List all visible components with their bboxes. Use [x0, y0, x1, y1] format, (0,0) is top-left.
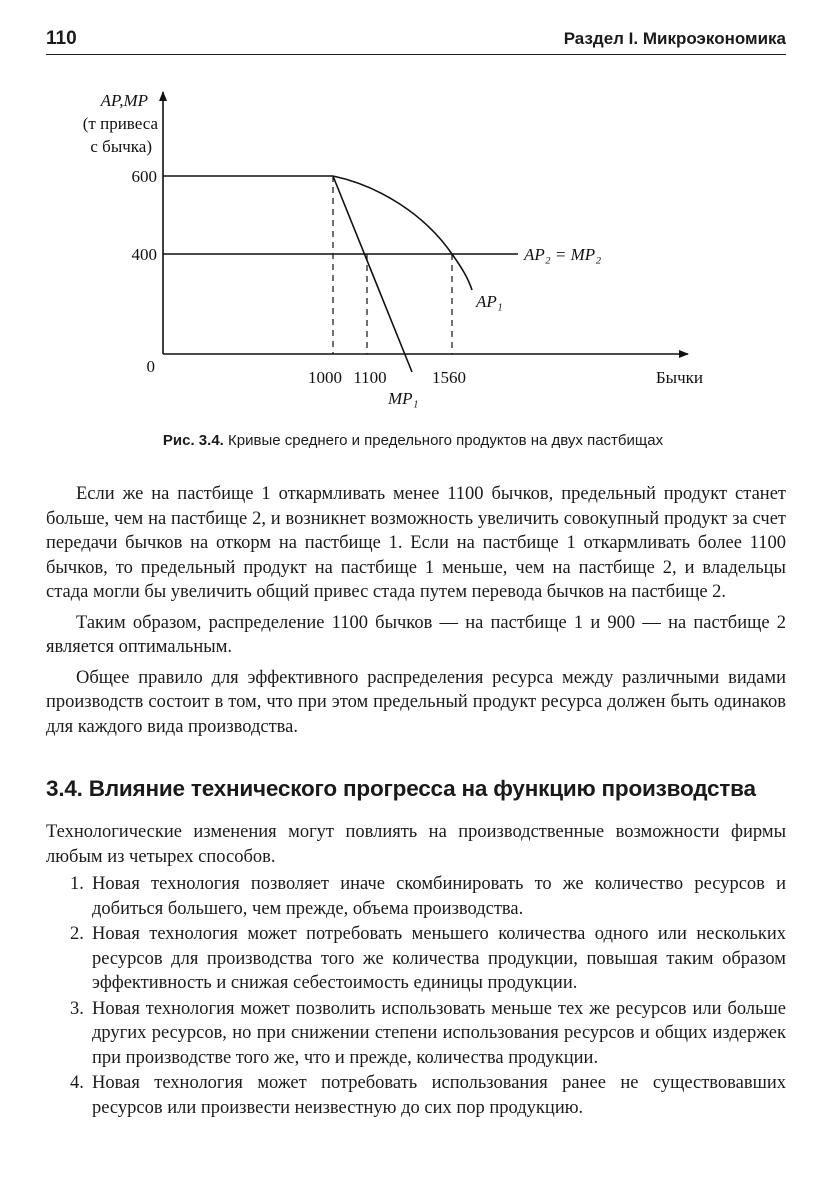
x-tick-1100: 1100 [353, 368, 387, 387]
numbered-list [46, 872, 786, 1121]
list-item-text: Новая технология позволяет иначе скомбинировать то же количество ресурсов и добиться большего, чем прежде, объема производства. [92, 874, 786, 919]
body-paragraphs [46, 482, 786, 745]
chart [0, 0, 826, 430]
label-ap1: AP₁ [476, 292, 503, 311]
section-title: Раздел I. Микроэкономика [563, 29, 786, 48]
y-axis-title-line1: AP,MP [100, 91, 148, 110]
paragraph: Таким образом, распределение 1100 бычков — на пастбище 1 и 900 — на пастбище 2 является оптимальным. [46, 612, 786, 657]
list-item-text: Новая технология может позволить использовать меньше тех же ресурсов или больше других ресурсов, но при снижении степени использования ресурсов и общих издержек при производстве того же, что и прежде, количества продукции. [92, 998, 786, 1068]
y-tick-400: 400 [131, 245, 157, 264]
list-item-text: Новая технология может потребовать использования ранее не существовавших ресурсов или произвести неизвестную до сих пор продукцию. [92, 1073, 786, 1118]
figure-caption [0, 432, 826, 449]
list-item [46, 872, 786, 921]
list-item-text: Новая технология может потребовать меньшего количества одного или нескольких ресурсов для производства того же количества продукции, повышая таким образом эффективность и снижая себестоимость единицы продукции. [92, 924, 786, 993]
paragraph: Если же на пастбище 1 откармливать менее 1100 бычков, предельный продукт станет больше, чем на пастбище 2, и возникнет возможность увеличить совокупный продукт за счет передачи бычков на откорм на пастбище 1. Если на пастбище 1 откармливать более 1100 бычков, то предельный продукт на пастбище 1 меньше, чем на пастбище 2, и владельцы стада могли бы увеличить общий привес стада путем перевода бычков на пастбище 2. [46, 484, 786, 602]
paragraph: Общее правило для эффективного распределения ресурса между различными видами производств состоит в том, что при этом предельный продукт ресурса должен быть одинаков для каждого вида производства. [46, 667, 786, 737]
intro-paragraph: Технологические изменения могут повлиять на производственные возможности фирмы любым из четырех способов. [46, 822, 786, 867]
list-item-number: 2. [70, 924, 84, 944]
label-ap2-mp2: AP₂ = MP₂ [524, 245, 602, 264]
list-item [46, 1071, 786, 1120]
page-number: 110 [46, 28, 77, 49]
y-tick-600: 600 [131, 167, 157, 186]
caption-prefix: Рис. 3.4. [162, 432, 224, 449]
list-item-number: 3. [70, 998, 84, 1019]
list-item [46, 922, 786, 996]
intro-block [46, 820, 786, 869]
y-axis-title-line3: с бычка) [90, 137, 152, 156]
ap1-curve [333, 176, 472, 290]
list-item [46, 997, 786, 1071]
section-heading: 3.4. Влияние технического прогресса на функцию производства [46, 776, 756, 801]
label-mp1: MP₁ [388, 389, 419, 408]
y-axis-title-line2: (т привеса [82, 114, 158, 133]
list-item-number: 1. [70, 874, 84, 894]
origin-label: 0 [146, 357, 155, 376]
mp1-line [333, 176, 412, 372]
figure-3-4 [0, 0, 826, 460]
list-item-number: 4. [70, 1073, 84, 1093]
x-tick-1560: 1560 [432, 368, 466, 387]
x-axis-title: Бычки [655, 368, 703, 387]
x-tick-1000: 1000 [308, 368, 342, 387]
caption-text: Кривые среднего и предельного продуктов на двух пастбищах [228, 432, 664, 449]
